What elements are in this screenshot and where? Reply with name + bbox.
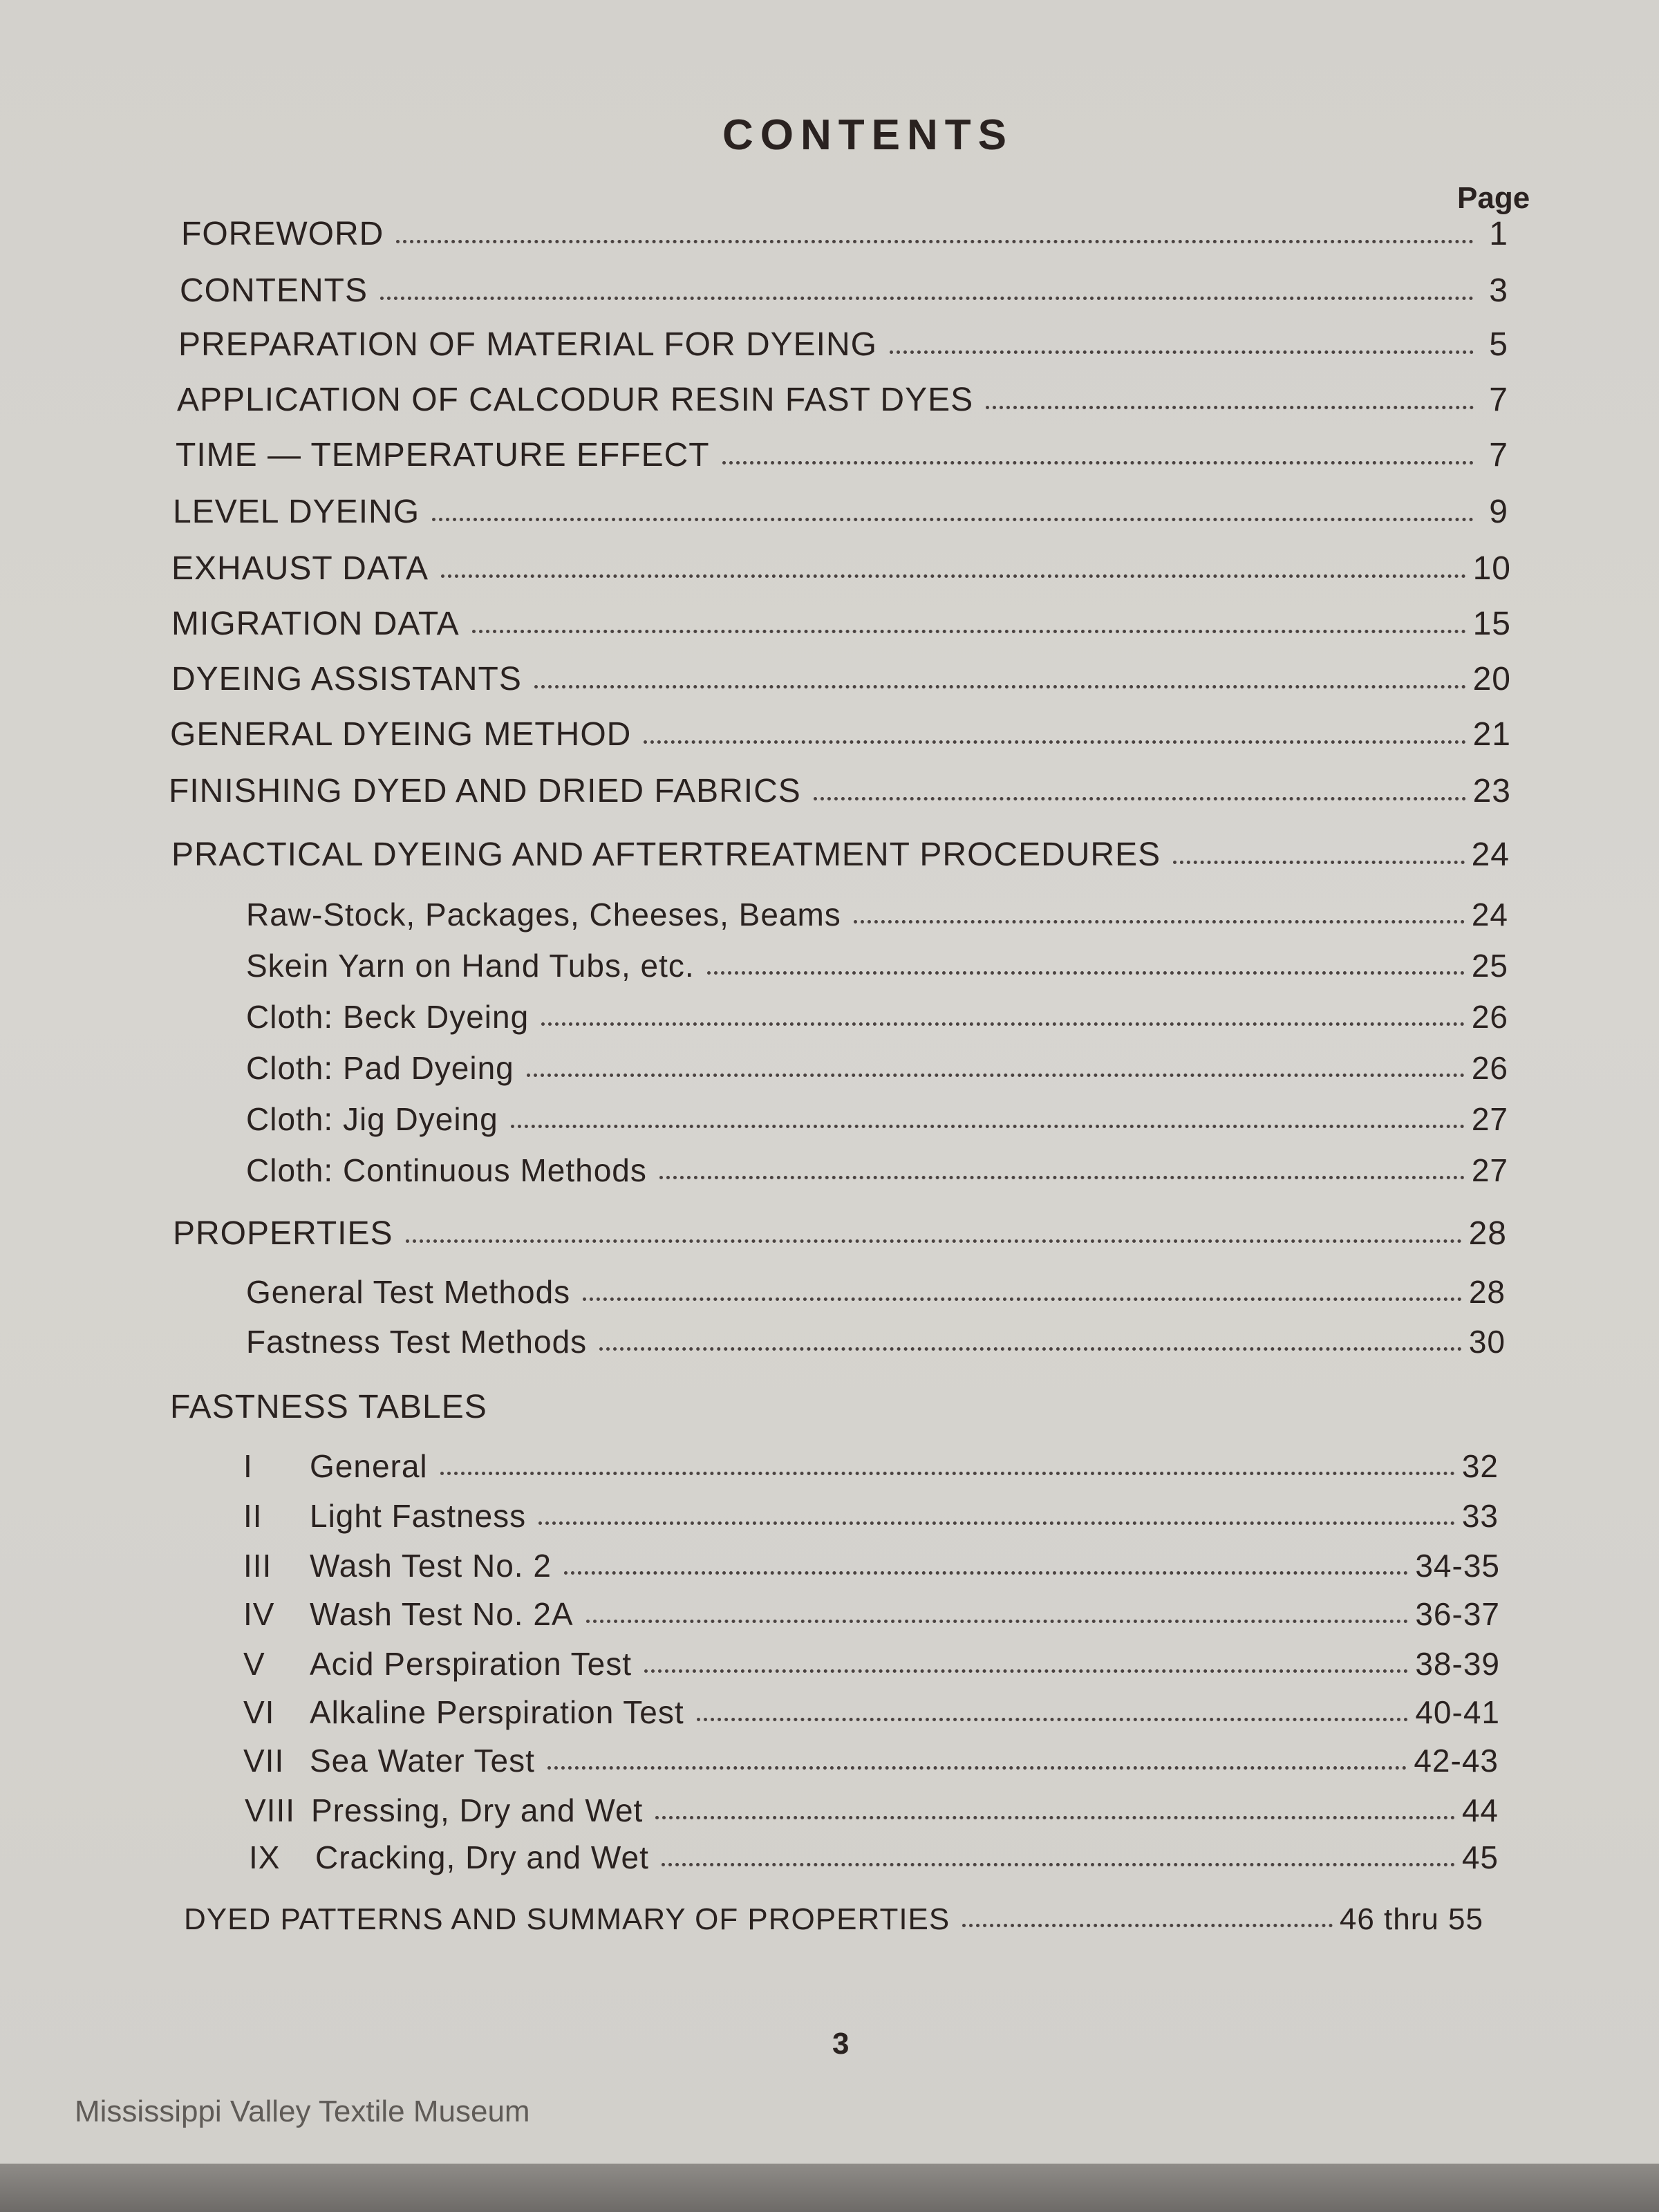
dot-leader [564, 1571, 1408, 1575]
toc-entry-label: LEVEL DYEING [173, 494, 420, 530]
toc-entry-page: 9 [1489, 494, 1508, 530]
toc-entry-label: PRACTICAL DYEING AND AFTERTREATMENT PROCEDURES [171, 836, 1161, 873]
toc-entry-page: 26 [1471, 1050, 1508, 1086]
toc-entry-page: 32 [1461, 1448, 1499, 1484]
toc-entry-page: 7 [1489, 382, 1508, 418]
toc-entry-label: Cloth: Beck Dyeing [246, 999, 529, 1035]
toc-entry-label: MIGRATION DATA [171, 606, 460, 642]
toc-entry [177, 380, 1508, 419]
table-roman-numeral: I [243, 1448, 253, 1484]
toc-entry-page: 42-43 [1414, 1743, 1499, 1779]
toc-entry [184, 1898, 1483, 1937]
toc-entry-page: 10 [1472, 550, 1511, 587]
toc-entry-page: 30 [1468, 1324, 1506, 1360]
toc-entry [178, 325, 1508, 364]
toc-entry-label: CONTENTS [180, 272, 368, 309]
table-roman-numeral: IV [243, 1596, 275, 1632]
toc-entry [171, 835, 1510, 874]
toc-entry [180, 271, 1508, 310]
museum-watermark: Mississippi Valley Textile Museum [75, 2094, 530, 2128]
toc-subentry [246, 1322, 1506, 1360]
dot-leader [854, 920, 1465, 924]
toc-entry-label: General Test Methods [246, 1274, 571, 1310]
toc-entry-label: EXHAUST DATA [171, 550, 429, 587]
table-roman-numeral: VII [243, 1743, 285, 1779]
toc-entry-page: 36-37 [1415, 1596, 1500, 1632]
toc-entry-page: 34-35 [1415, 1548, 1500, 1584]
toc-entry-page: 27 [1471, 1152, 1508, 1188]
page-edge-shadow [0, 2164, 1659, 2212]
toc-entry-page: 3 [1489, 272, 1508, 309]
toc-entry [171, 549, 1511, 588]
dot-leader [1173, 861, 1465, 864]
table-roman-numeral: IX [249, 1839, 281, 1875]
dot-leader [380, 297, 1474, 300]
toc-entry-page: 26 [1471, 999, 1508, 1035]
table-roman-numeral: II [243, 1498, 263, 1534]
toc-entry-page: 45 [1461, 1839, 1499, 1875]
fastness-table-entry [243, 1644, 1500, 1683]
toc-entry [171, 659, 1511, 698]
toc-entry-label: Cloth: Pad Dyeing [246, 1050, 514, 1086]
toc-entry-label: Acid Perspiration Test [310, 1646, 632, 1682]
table-roman-numeral: VIII [245, 1792, 296, 1828]
toc-entry-page: 40-41 [1415, 1694, 1500, 1730]
dot-leader [541, 1022, 1465, 1026]
toc-entry-page: 23 [1472, 773, 1511, 809]
table-roman-numeral: III [243, 1548, 272, 1584]
toc-entry-page: 15 [1472, 606, 1511, 642]
toc-entry-page: 28 [1468, 1215, 1507, 1252]
toc-subentry [246, 894, 1508, 933]
toc-subentry [246, 1272, 1506, 1311]
page-title: CONTENTS [722, 111, 1013, 159]
dot-leader [962, 1924, 1333, 1927]
toc-entry-label: Raw-Stock, Packages, Cheeses, Beams [246, 897, 841, 932]
toc-entry-label: TIME — TEMPERATURE EFFECT [176, 437, 710, 474]
dot-leader [583, 1297, 1462, 1301]
dot-leader [644, 1669, 1408, 1673]
fastness-table-entry [243, 1496, 1499, 1535]
toc-subentry [246, 997, 1508, 1035]
dot-leader [441, 574, 1466, 578]
dot-leader [662, 1863, 1455, 1866]
toc-entry-page: 24 [1471, 897, 1508, 932]
dot-leader [722, 461, 1474, 465]
dot-leader [432, 518, 1474, 521]
dot-leader [814, 797, 1466, 800]
dot-leader [659, 1176, 1465, 1179]
dot-leader [538, 1521, 1455, 1525]
toc-entry-page: 28 [1468, 1274, 1506, 1310]
dot-leader [511, 1125, 1465, 1128]
fastness-table-entry [249, 1837, 1499, 1876]
page-number: 3 [832, 2027, 850, 2061]
dot-leader [655, 1816, 1455, 1819]
toc-entry-page: 21 [1472, 716, 1511, 753]
toc-entry-label: Alkaline Perspiration Test [310, 1694, 684, 1730]
toc-entry-label: Pressing, Dry and Wet [311, 1792, 644, 1828]
toc-subentry [246, 1150, 1508, 1189]
toc-entry [170, 715, 1511, 753]
toc-entry-label: FOREWORD [181, 216, 384, 252]
toc-entry-page: 25 [1471, 948, 1508, 984]
fastness-table-entry [243, 1594, 1500, 1633]
fastness-table-entry [243, 1446, 1499, 1485]
table-roman-numeral: V [243, 1646, 265, 1682]
dot-leader [644, 740, 1465, 744]
toc-entry-page: 20 [1472, 661, 1511, 697]
dot-leader [440, 1472, 1455, 1475]
toc-entry-label: Wash Test No. 2A [310, 1596, 574, 1632]
fastness-table-entry [243, 1692, 1500, 1731]
toc-entry [176, 435, 1508, 474]
toc-entry-label: PROPERTIES [173, 1215, 393, 1252]
dot-leader [472, 630, 1466, 633]
toc-entry-label: Sea Water Test [310, 1743, 535, 1779]
dot-leader [599, 1347, 1462, 1351]
toc-entry-label: Cracking, Dry and Wet [315, 1839, 649, 1875]
toc-entry-label: Fastness Test Methods [246, 1324, 588, 1360]
table-roman-numeral: VI [243, 1694, 275, 1730]
dot-leader [547, 1766, 1407, 1770]
toc-subentry [246, 1099, 1508, 1138]
toc-entry-label: Cloth: Continuous Methods [246, 1152, 647, 1188]
toc-entry-label: GENERAL DYEING METHOD [170, 716, 632, 753]
toc-entry-label: PREPARATION OF MATERIAL FOR DYEING [178, 326, 877, 363]
toc-entry-label: Cloth: Jig Dyeing [246, 1101, 498, 1137]
toc-subentry [246, 946, 1508, 984]
dot-leader [890, 350, 1474, 354]
toc-subentry [246, 1048, 1508, 1087]
page-column-label: Page [1457, 181, 1530, 215]
toc-entry [169, 771, 1511, 810]
fastness-table-entry [243, 1741, 1499, 1779]
toc-entry-label: Wash Test No. 2 [310, 1548, 552, 1584]
toc-entry-page: 24 [1471, 836, 1510, 873]
toc-entry-page: 44 [1461, 1792, 1499, 1828]
toc-entry-page: 5 [1489, 326, 1508, 363]
toc-entry [173, 1214, 1507, 1253]
fastness-table-entry [245, 1790, 1499, 1829]
toc-entry-page: 1 [1489, 216, 1508, 252]
toc-entry-label: DYED PATTERNS AND SUMMARY OF PROPERTIES [184, 1902, 950, 1936]
toc-entry [171, 604, 1511, 643]
dot-leader [534, 685, 1466, 688]
toc-entry-label: APPLICATION OF CALCODUR RESIN FAST DYES [177, 382, 974, 418]
dot-leader [396, 240, 1474, 243]
toc-entry-label: Skein Yarn on Hand Tubs, etc. [246, 948, 695, 984]
dot-leader [697, 1718, 1409, 1721]
toc-entry-label: DYEING ASSISTANTS [171, 661, 522, 697]
toc-entry-page: 7 [1489, 437, 1508, 474]
toc-entry-label: General [310, 1448, 428, 1484]
dot-leader [986, 406, 1474, 409]
dot-leader [527, 1074, 1465, 1077]
fastness-tables-heading: FASTNESS TABLES [170, 1389, 487, 1425]
dot-leader [707, 971, 1465, 975]
toc-entry-page: 33 [1461, 1498, 1499, 1534]
toc-entry-page: 27 [1471, 1101, 1508, 1137]
toc-entry-label: Light Fastness [310, 1498, 527, 1534]
toc-entry [181, 214, 1508, 253]
toc-entry-label: FINISHING DYED AND DRIED FABRICS [169, 773, 801, 809]
toc-entry [173, 492, 1508, 531]
toc-entry-page: 38-39 [1415, 1646, 1500, 1682]
toc-entry-page: 46 thru 55 [1339, 1902, 1483, 1936]
fastness-table-entry [243, 1546, 1500, 1584]
dot-leader [406, 1239, 1462, 1243]
dot-leader [586, 1620, 1409, 1623]
